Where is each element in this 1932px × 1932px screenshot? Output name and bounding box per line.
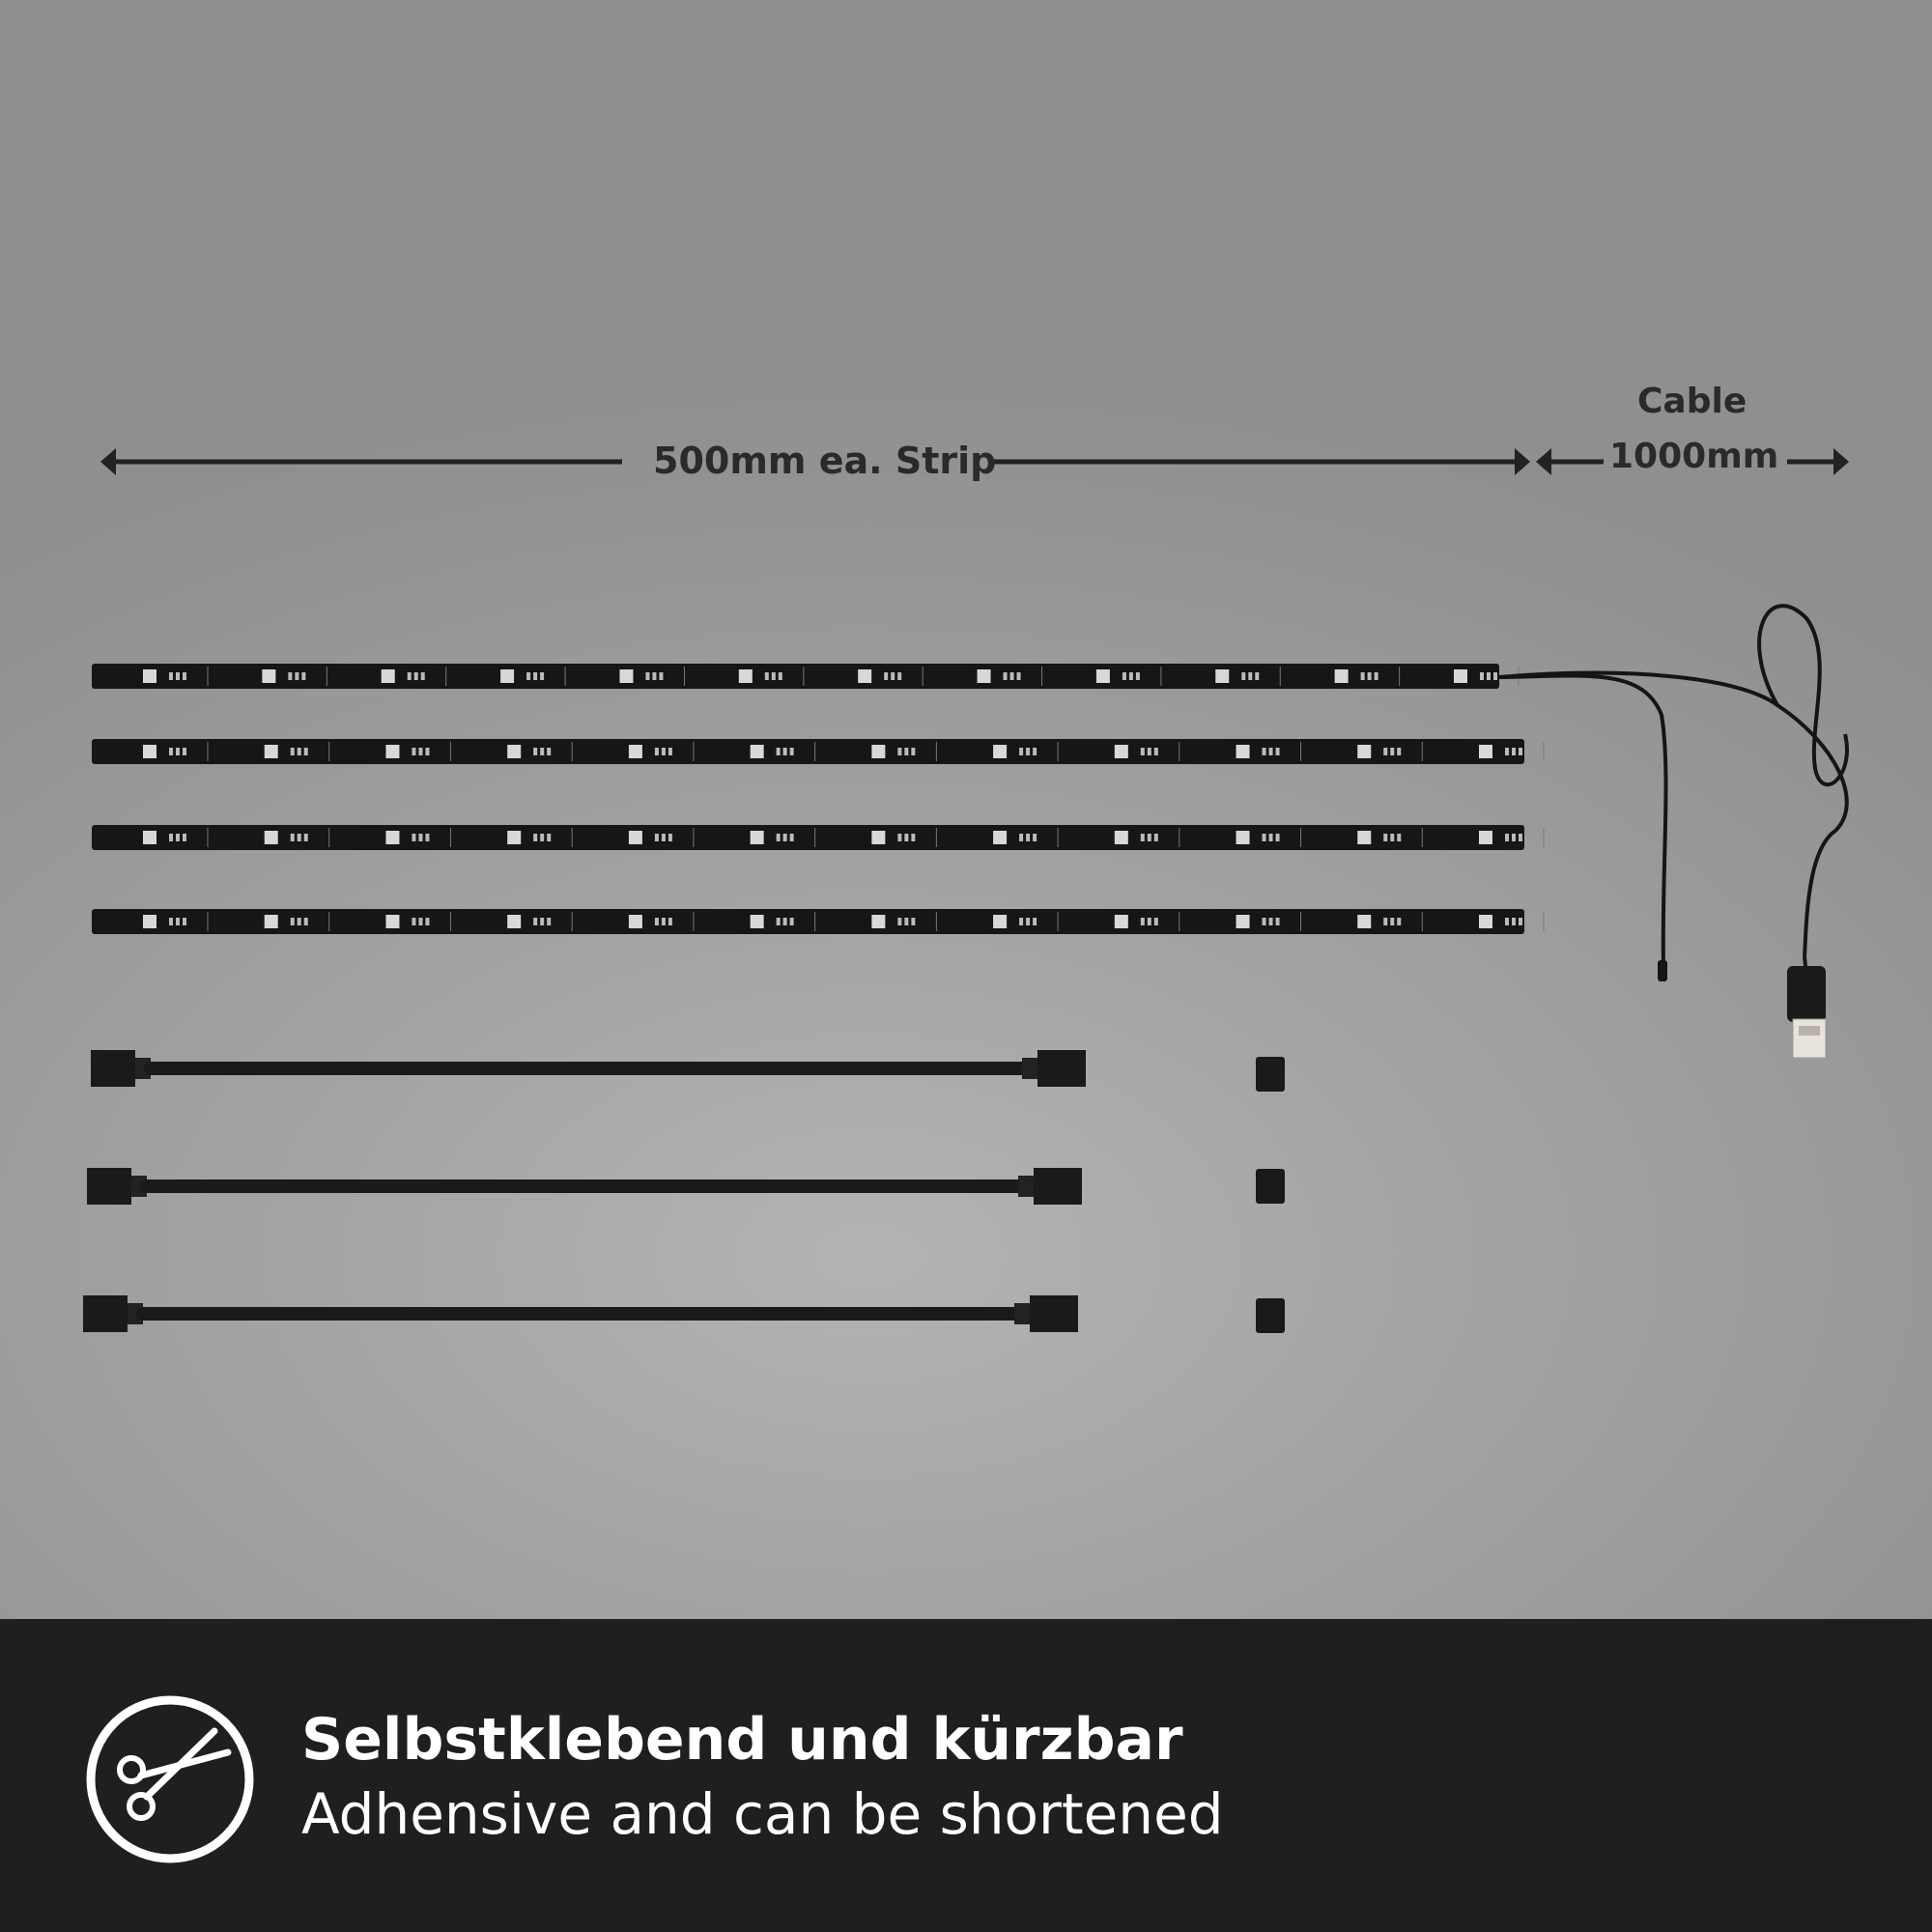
mounting-clips	[1256, 1057, 1285, 1333]
led-strip	[92, 664, 1519, 689]
feature-title-english: Adhensive and can be shortened	[301, 1781, 1224, 1847]
mounting-clip	[1256, 1169, 1285, 1204]
feature-title-german: Selbstklebend und kürzbar	[301, 1706, 1183, 1774]
cable-length-label: 1000mm	[1609, 437, 1779, 476]
feature-banner	[0, 1619, 1932, 1932]
cable-label: Cable	[1637, 382, 1747, 421]
scissors-icon	[83, 1692, 257, 1866]
strip-plug-end	[1658, 960, 1667, 981]
mounting-clip	[1256, 1057, 1285, 1092]
connector-cable	[83, 1295, 1078, 1332]
strip-length-label: 500mm ea. Strip	[653, 440, 997, 482]
usb-cable	[1499, 606, 1847, 976]
connector-cable	[91, 1050, 1086, 1087]
connector-cables	[83, 1050, 1086, 1332]
led-strip	[92, 825, 1544, 850]
mounting-clip	[1256, 1298, 1285, 1333]
led-strips	[92, 664, 1544, 934]
connector-cable	[87, 1168, 1082, 1205]
led-strip	[92, 909, 1544, 934]
led-strip	[92, 739, 1544, 764]
usb-plug	[1787, 966, 1826, 1058]
